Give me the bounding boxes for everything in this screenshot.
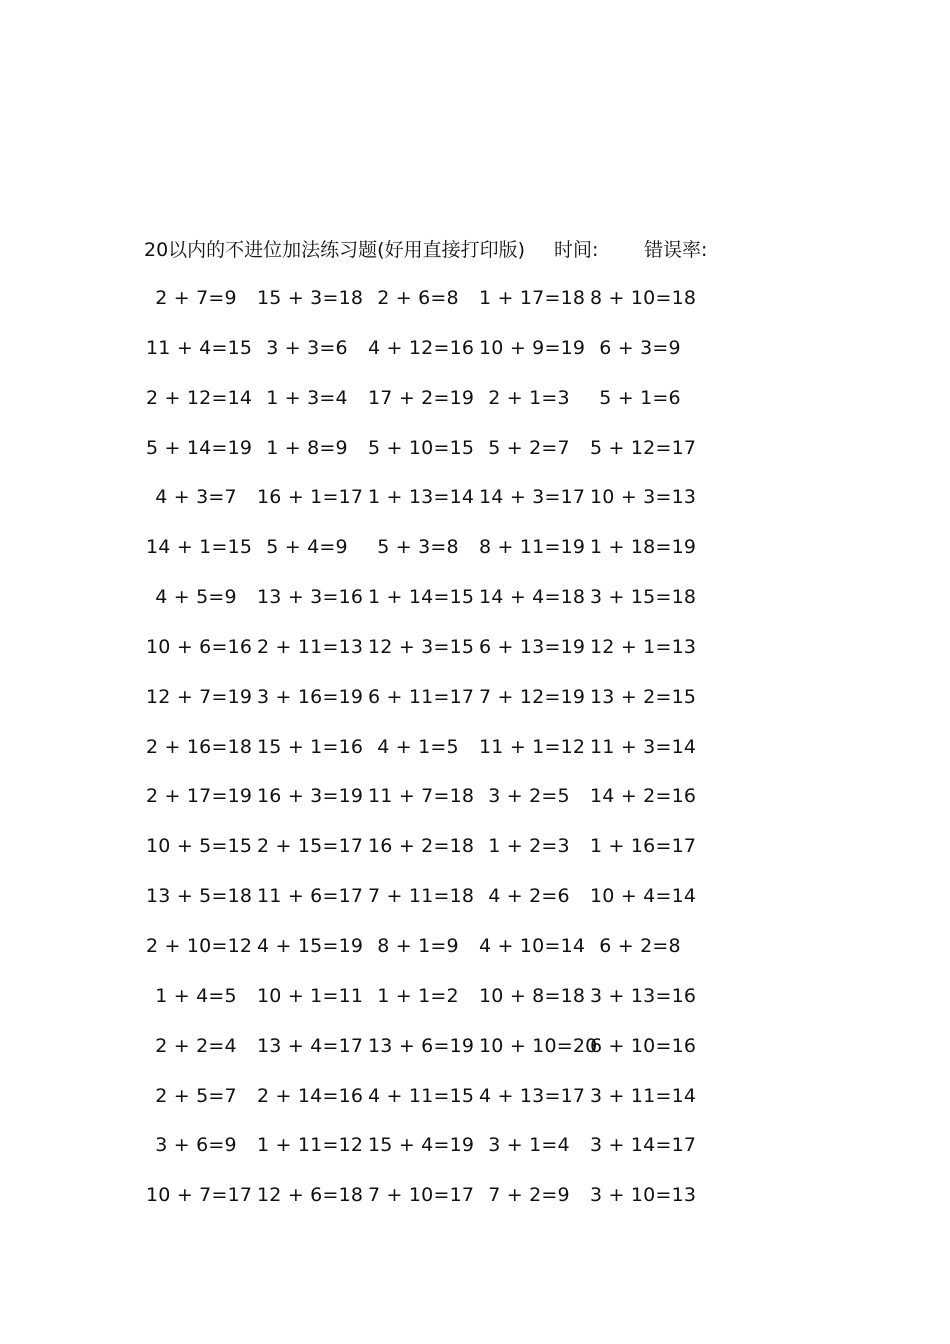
problem-row: [140, 284, 700, 334]
problem-item: 11 + 7=18: [368, 785, 475, 808]
problem-item: 5 + 1=6: [599, 386, 681, 409]
problem-item: 2 + 11=13: [257, 635, 364, 658]
problem-item: 13 + 5=18: [146, 885, 253, 908]
problem-item: 3 + 13=16: [590, 984, 697, 1007]
problem-item: 1 + 1=2: [377, 984, 459, 1007]
problem-item: 2 + 12=14: [146, 386, 253, 409]
problem-item: 17 + 2=19: [368, 386, 475, 409]
problem-item: 7 + 10=17: [368, 1184, 475, 1207]
problem-item: 10 + 10=20: [479, 1034, 598, 1057]
problem-row: [140, 583, 700, 633]
problem-item: 10 + 1=11: [257, 984, 364, 1007]
problem-item: 7 + 2=9: [488, 1184, 570, 1207]
problem-item: 2 + 10=12: [146, 934, 253, 957]
error-rate-label: 错误率:: [644, 239, 708, 261]
problem-row: [140, 1082, 700, 1132]
problem-item: 4 + 11=15: [368, 1084, 475, 1107]
problem-item: 4 + 5=9: [155, 586, 237, 609]
problem-item: 14 + 1=15: [146, 536, 253, 559]
problem-item: 10 + 5=15: [146, 835, 253, 858]
problem-item: 11 + 4=15: [146, 336, 253, 359]
problem-item: 16 + 1=17: [257, 486, 364, 509]
problem-item: 1 + 8=9: [266, 436, 348, 459]
problem-item: 1 + 14=15: [368, 586, 475, 609]
problem-item: 10 + 4=14: [590, 885, 697, 908]
page-title: 20以内的不进位加法练习题(好用直接打印版): [144, 239, 526, 261]
problem-item: 12 + 1=13: [590, 635, 697, 658]
problem-item: 2 + 1=3: [488, 386, 570, 409]
problem-item: 5 + 4=9: [266, 536, 348, 559]
problem-item: 4 + 15=19: [257, 934, 364, 957]
problem-item: 1 + 16=17: [590, 835, 697, 858]
problem-row: [140, 533, 700, 583]
problem-item: 1 + 4=5: [155, 984, 237, 1007]
problem-item: 5 + 10=15: [368, 436, 475, 459]
problem-item: 6 + 3=9: [599, 336, 681, 359]
problem-item: 5 + 3=8: [377, 536, 459, 559]
problem-item: 5 + 12=17: [590, 436, 697, 459]
problem-item: 6 + 2=8: [599, 934, 681, 957]
problem-item: 2 + 5=7: [155, 1084, 237, 1107]
problem-row: [140, 832, 700, 882]
time-label: 时间:: [554, 239, 599, 261]
problem-item: 1 + 13=14: [368, 486, 475, 509]
problem-item: 4 + 13=17: [479, 1084, 586, 1107]
problem-item: 3 + 6=9: [155, 1134, 237, 1157]
problem-row: [140, 434, 700, 484]
problem-row: [140, 1032, 700, 1082]
problem-item: 13 + 2=15: [590, 685, 697, 708]
problem-row: [140, 982, 700, 1032]
problem-item: 3 + 10=13: [590, 1184, 697, 1207]
problem-item: 6 + 10=16: [590, 1034, 697, 1057]
problem-item: 6 + 11=17: [368, 685, 475, 708]
problem-item: 13 + 6=19: [368, 1034, 475, 1057]
problem-item: 1 + 2=3: [488, 835, 570, 858]
problem-item: 5 + 14=19: [146, 436, 253, 459]
problem-item: 2 + 14=16: [257, 1084, 364, 1107]
problem-item: 16 + 2=18: [368, 835, 475, 858]
problem-item: 2 + 17=19: [146, 785, 253, 808]
problem-item: 4 + 10=14: [479, 934, 586, 957]
problem-grid: [140, 284, 700, 1231]
problem-item: 8 + 1=9: [377, 934, 459, 957]
problem-row: [140, 1131, 700, 1181]
problem-item: 5 + 2=7: [488, 436, 570, 459]
problem-item: 8 + 10=18: [590, 287, 697, 309]
problem-item: 3 + 3=6: [266, 336, 348, 359]
problem-item: 10 + 7=17: [146, 1184, 253, 1207]
problem-row: [140, 483, 700, 533]
problem-item: 2 + 15=17: [257, 835, 364, 858]
problem-item: 15 + 3=18: [257, 287, 364, 309]
problem-item: 3 + 16=19: [257, 685, 364, 708]
problem-item: 10 + 6=16: [146, 635, 253, 658]
problem-item: 13 + 3=16: [257, 586, 364, 609]
problem-row: [140, 932, 700, 982]
problem-item: 14 + 2=16: [590, 785, 697, 808]
problem-item: 4 + 12=16: [368, 336, 475, 359]
problem-item: 2 + 2=4: [155, 1034, 237, 1057]
problem-item: 2 + 16=18: [146, 735, 253, 758]
problem-item: 1 + 17=18: [479, 287, 586, 309]
problem-item: 8 + 11=19: [479, 536, 586, 559]
problem-item: 12 + 6=18: [257, 1184, 364, 1207]
problem-item: 11 + 6=17: [257, 885, 364, 908]
problem-item: 3 + 11=14: [590, 1084, 697, 1107]
problem-row: [140, 633, 700, 683]
problem-item: 4 + 3=7: [155, 486, 237, 509]
problem-item: 10 + 3=13: [590, 486, 697, 509]
problem-row: [140, 384, 700, 434]
problem-item: 4 + 1=5: [377, 735, 459, 758]
problem-item: 3 + 14=17: [590, 1134, 697, 1157]
problem-item: 1 + 11=12: [257, 1134, 364, 1157]
problem-item: 16 + 3=19: [257, 785, 364, 808]
problem-item: 4 + 2=6: [488, 885, 570, 908]
problem-item: 7 + 12=19: [479, 685, 586, 708]
problem-item: 1 + 18=19: [590, 536, 697, 559]
problem-item: 10 + 9=19: [479, 336, 586, 359]
problem-item: 3 + 15=18: [590, 586, 697, 609]
problem-item: 13 + 4=17: [257, 1034, 364, 1057]
problem-row: [140, 1181, 700, 1231]
problem-item: 2 + 6=8: [377, 287, 459, 309]
problem-item: 12 + 3=15: [368, 635, 475, 658]
problem-item: 1 + 3=4: [266, 386, 348, 409]
problem-item: 15 + 4=19: [368, 1134, 475, 1157]
problem-item: 12 + 7=19: [146, 685, 253, 708]
problem-item: 15 + 1=16: [257, 735, 364, 758]
problem-item: 10 + 8=18: [479, 984, 586, 1007]
problem-row: [140, 683, 700, 733]
problem-item: 7 + 11=18: [368, 885, 475, 908]
problem-item: 14 + 4=18: [479, 586, 586, 609]
problem-row: [140, 733, 700, 783]
problem-row: [140, 334, 700, 384]
problem-item: 6 + 13=19: [479, 635, 586, 658]
problem-item: 3 + 1=4: [488, 1134, 570, 1157]
problem-item: 2 + 7=9: [155, 287, 237, 309]
problem-row: [140, 882, 700, 932]
problem-item: 11 + 3=14: [590, 735, 697, 758]
problem-item: 11 + 1=12: [479, 735, 586, 758]
problem-item: 3 + 2=5: [488, 785, 570, 808]
problem-row: [140, 782, 700, 832]
problem-item: 14 + 3=17: [479, 486, 586, 509]
